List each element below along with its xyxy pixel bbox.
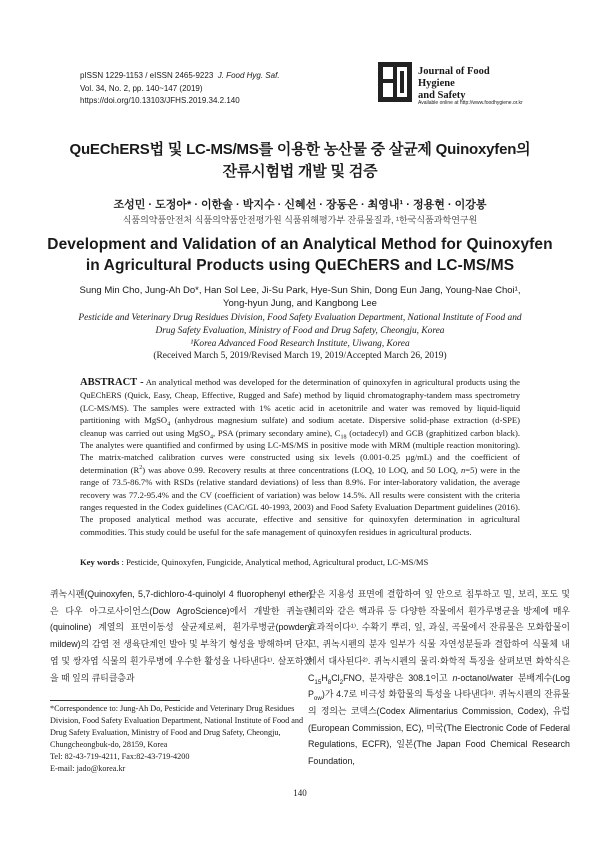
formula-sub-2: 8 bbox=[327, 678, 332, 686]
journal-name-line2: and Safety bbox=[418, 90, 466, 101]
footnote-email[interactable]: E-mail: jado@korea.kr bbox=[50, 764, 126, 773]
doi-link[interactable]: https://doi.org/10.13103/JFHS.2019.34.2.140 bbox=[80, 96, 240, 105]
body-right-text-7: )가 4.7로 비극성 화합물의 특성을 나타낸다³⁾. 퀴녹시펜의 잔류물의 정의는 코덱스(Codex Alimentarius Commission, Codex), 유럽(European Commission, EC), 미국(The Electronic Code of Federal Regulations, ECFR), 일본(The Japan Food Chemical Research Foundation, bbox=[308, 689, 570, 767]
korean-title-line2: 잔류시험법 개발 및 검증 bbox=[222, 163, 378, 180]
body-right-column bbox=[308, 586, 570, 770]
body-right-text-6: -octanol/water 분배계수(Log P bbox=[308, 672, 571, 700]
abstract-text-4: (octadecyl) and GCB (graphitized carbon black). The analytes were quantified and confirmed by using LC-MS/MS in positive mode with MRM (multiple reaction monitoring). The matrix-matched calibration curves were constructed using six levels (0.001-0.25 µg/mL) and the coefficient of determination (R bbox=[80, 427, 520, 475]
correspondence-footnote bbox=[50, 703, 305, 775]
logp-sub: ow bbox=[313, 695, 322, 702]
keywords-label: Key words bbox=[80, 557, 120, 567]
body-right-text-4: FNO, 분자량은 308.1이고 bbox=[343, 672, 453, 683]
keywords bbox=[80, 556, 520, 568]
formula-sub-3: 2 bbox=[339, 678, 344, 686]
body-right-text-2: H bbox=[321, 672, 328, 683]
received-dates: (Received March 5, 2019/Revised March 19, 2019/Accepted March 26, 2019) bbox=[153, 351, 447, 361]
abstract-label: ABSTRACT - bbox=[80, 377, 144, 388]
abstract-sup-1: 2 bbox=[139, 464, 143, 471]
english-title-line1: Development and Validation of an Analytical Method for Quinoxyfen bbox=[47, 236, 553, 253]
keywords-text: : Pesticide, Quinoxyfen, Fungicide, Analytical method, Agricultural product, LC-MS/MS bbox=[119, 557, 429, 567]
abstract-sub-1: 4 bbox=[167, 421, 171, 428]
journal-logo bbox=[378, 62, 528, 114]
journal-abbreviation: J. Food Hyg. Saf. bbox=[217, 71, 280, 80]
issn-line: pISSN 1229-1153 / eISSN 2465-9223 bbox=[80, 71, 214, 80]
abstract-sub-2: 4 bbox=[209, 434, 213, 441]
formula-sub-1: 15 bbox=[314, 678, 322, 686]
body-right-text-1: 같은 지용성 표면에 결합하여 잎 안으로 침투하고 밀, 보리, 포도 및 체리와 같은 핵과류 등 다양한 작물에서 흰가루병균을 방제에 매우 효과적이다¹⁾. 수확기 뿌리, 잎, 과실, 곡물에서 잔류물은 모화합물이고, 퀴녹시펜의 분자 일부가 식물 자연성분들과 결합하여 식물체 내에서 대사된다²⁾. 퀴녹시펜의 물리·화학적 특징을 살펴보면 화학식은 C bbox=[308, 589, 570, 683]
body-right-n-italic: n bbox=[452, 672, 458, 683]
english-affiliation-line1: Pesticide and Veterinary Drug Residues Division, Food Safety Evaluation Department, National Institute of Food and bbox=[78, 313, 522, 323]
page-number: 140 bbox=[293, 788, 307, 798]
english-authors-line1: Sung Min Cho, Jung-Ah Do*, Han Sol Lee, Ji-Su Park, Hye-Sun Shin, Dong Eun Jang, Young-Nae Choi¹, bbox=[79, 285, 521, 296]
journal-emblem-icon bbox=[378, 62, 412, 102]
abstract bbox=[80, 376, 520, 538]
body-right-text-3: Cl bbox=[331, 672, 340, 683]
abstract-text-5: ) was above 0.99. Recovery results at three concentrations (LOQ, 10 LOQ, and 50 LOQ, bbox=[142, 464, 461, 475]
abstract-n-italic: n bbox=[461, 464, 466, 475]
footnote-divider bbox=[50, 700, 180, 701]
journal-header-meta bbox=[80, 70, 380, 108]
footnote-correspondence: *Correspondence to: Jung-Ah Do, Pesticide and Veterinary Drug Residues Division, Food Safety Evaluation Department, National Institute of Food and Drug Safety Evaluation, Ministry of Food and Drug Safety, Cheongju, Chungcheongbuk-do, 28159, Korea bbox=[50, 704, 304, 749]
english-authors-line2: Yong-hyun Jung, and Kangbong Lee bbox=[223, 298, 377, 309]
journal-name bbox=[418, 66, 528, 102]
footnote-tel: Tel: 82-43-719-4211, Fax:82-43-719-4200 bbox=[50, 752, 190, 761]
abstract-text-1: An analytical method was developed for the determination of quinoxyfen in agricultural products using the QuEChERS (Quick, Easy, Cheap, Effective, Rugged and Safe) method by liquid chromatography-tandem mass spectrometry (LC-MS/MS). The samples were extracted with 1% acetic acid in acetonitrile and water was removed by liquid-liquid partitioning with MgSO bbox=[80, 377, 521, 426]
korean-authors: 조성민 · 도정아* · 이한솔 · 박지수 · 신혜선 · 장동은 · 최영내¹ · 정용현 · 이강봉 bbox=[113, 199, 487, 211]
abstract-sub-3: 18 bbox=[340, 434, 347, 441]
body-left-text: 퀴녹시펜(Quinoxyfen, 5,7-dichloro-4-quinolyl 4 fluorophenyl ether)은 다우 아그로사이언스(Dow AgroScience)에서 개발한 퀴놀린(quinoline) 계열의 표면이동성 살균제로써, 흰가루병균(powdery mildew)의 감염 전 생육단계인 발아 및 부착기 형성을 방해하며 단자엽 및 쌍자엽 식물의 흰가루병에 우수한 활성을 나타낸다¹⁾. 살포하였을 때 잎의 큐티클층과 bbox=[50, 589, 312, 683]
abstract-text-6: =5) were in the range of 73.5-86.7% with RSDs (relative standard deviations) of less than 8.9%. For inter-laboratory validation, the average recovery was 77.2-95.4% and the CV (coefficient of variation) was below 14.5%. All results were consistent with the criteria ranges requested in the Codex guidelines (CAC/GL 40-1993, 2003) and Food Safety Evaluation Department guidelines (2016). The proposed analytical method was accurate, effective and sensitive for quinoxyfen determination in agricultural commodities. This study could be useful for the safe management of quinoxyfen residues in agricultural products. bbox=[80, 464, 520, 537]
abstract-text-3: , PSA (primary secondary amine), C bbox=[212, 427, 341, 438]
body-left-column bbox=[50, 586, 312, 686]
abstract-text-2: (anhydrous magnesium sulfate) and sodium acetate. Dispersive solid-phase extraction (d-SPE) cleanup was carried out using MgSO bbox=[80, 415, 520, 438]
journal-url[interactable]: Available online at http://www.foodhygiene.or.kr bbox=[418, 100, 523, 106]
english-affiliation-line3: ¹Korea Advanced Food Research Institute, Uiwang, Korea bbox=[190, 339, 410, 349]
english-title-line2: in Agricultural Products using QuEChERS and LC-MS/MS bbox=[85, 257, 515, 274]
english-affiliation-line2: Drug Safety Evaluation, Ministry of Food and Drug Safety, Cheongju, Korea bbox=[155, 326, 445, 336]
korean-affiliation: 식품의약품안전처 식품의약품안전평가원 식품위해평가부 잔류물질과, ¹한국식품과학연구원 bbox=[122, 215, 478, 225]
volume-line: Vol. 34, No. 2, pp. 140~147 (2019) bbox=[80, 83, 203, 93]
korean-title-line1: QuEChERS법 및 LC-MS/MS를 이용한 농산물 중 살균제 Quinoxyfen의 bbox=[69, 141, 531, 158]
journal-name-line1: Journal of Food Hygiene bbox=[418, 66, 490, 89]
